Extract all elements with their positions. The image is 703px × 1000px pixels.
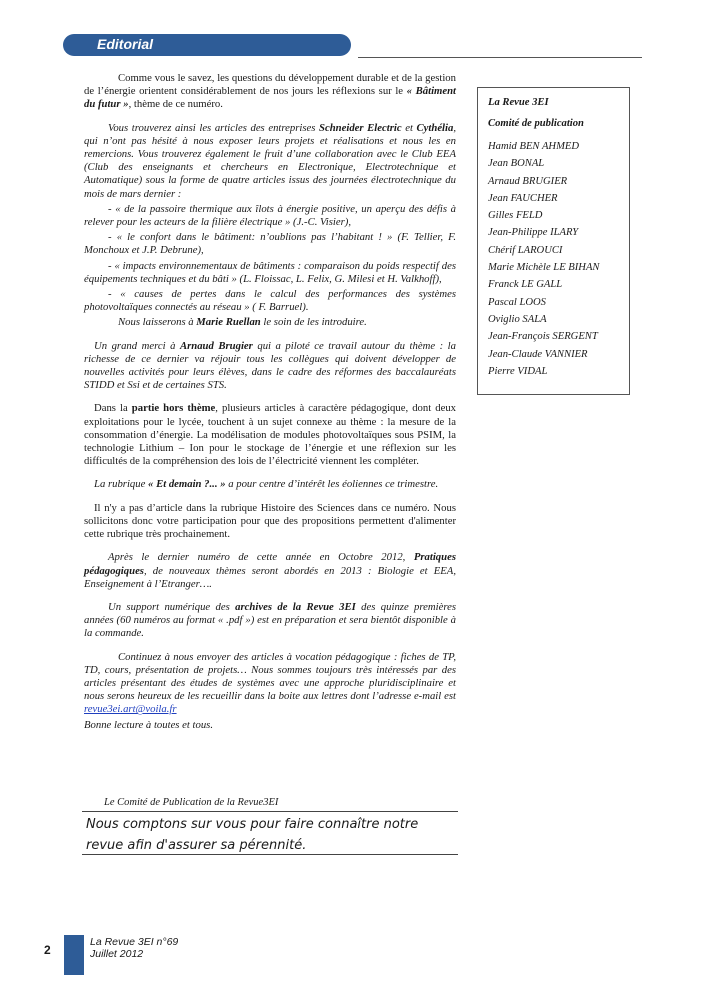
closing-statement: Nous comptons sur vous pour faire connaître notre revue afin d'assurer sa pérennité. — [86, 817, 419, 853]
issue-date: Juillet 2012 — [90, 948, 144, 960]
member-name: Oviglio SALA — [488, 313, 547, 325]
member-name: Jean-Philippe ILARY — [488, 227, 579, 239]
member-name: Marie Michèle LE BIHAN — [488, 262, 600, 274]
signature: Le Comité de Publication de la Revue3EI — [104, 797, 279, 808]
paragraph-introduction-note: Nous laisserons à Marie Ruellan le soin de les introduire. — [118, 316, 367, 329]
member-name: Jean FAUCHER — [488, 192, 558, 204]
paragraph-rubrique: La rubrique « Et demain ?... » a pour centre d’intérêt les éoliennes ce trimestre. — [94, 478, 439, 491]
list-item: - « le confort dans le bâtiment: n’oublions pas l’habitant ! » (F. Tellier, F. Monchoux et J.P. Debrune), — [84, 231, 456, 257]
paragraph-thanks: Un grand merci à Arnaud Brugier qui a piloté ce travail autour du thème : la richesse de ce dernier va réjouir tous les collègues qui doivent développer de nouvelles activités pour leurs élèves, dans le cadre des réformes des baccalauréats STIDD et Ssi et de certaines STS. — [84, 339, 456, 392]
list-item: - « impacts environnementaux de bâtiments : comparaison du poids respectif des équipements techniques et du bâti » (L. Floissac, L. Felix, G. Milesi et H. Valkhoff), — [84, 259, 456, 285]
email-link[interactable]: revue3ei.art@voila.fr — [84, 703, 177, 716]
paragraph-articles: Vous trouverez ainsi les articles des entreprises Schneider Electric et Cythélia, qui n’ont pas hésité à nous exposer leurs projets et réalisations et nous les en remercions. Vous trouverez également le fruit d’une collaboration avec le Club EEA (Club des enseignants et chercheurs en Electronique, Electrotechnique et Automatique) sous la forme de quatre articles issus des journées électrotechnique du mois de mars dernier : — [84, 121, 457, 200]
signature-rule — [82, 811, 458, 812]
paragraph-call: Continuez à nous envoyer des articles à vocation pédagogique : fiches de TP, TD, cours, présentation de projets… Nous sommes toujours très intéressés par des articles présentant des études de systèmes avec une approche pluridisciplinaire et nous serons heureux de les recueillir dans la boite aux lettres dont l’adresse e-mail est revue3ei.art@voila.fr — [84, 650, 456, 716]
paragraph-histoire: Il n'y a pas d’article dans la rubrique Histoire des Sciences dans ce numéro. Nous sollicitons donc votre participation pour que des propositions permettent d'alimenter cette rubrique très prochainement. — [84, 501, 456, 541]
member-name: Jean-François SERGENT — [488, 331, 598, 343]
box-subtitle: Comité de publication — [488, 118, 584, 129]
footer-accent-bar — [64, 935, 84, 975]
paragraph-archives: Un support numérique des archives de la Revue 3EI des quinze premières années (60 numéros au format « .pdf ») est en préparation et sera bientôt disponible à la commande. — [84, 600, 457, 640]
journal-issue: La Revue 3EI n°69 — [90, 936, 179, 948]
member-name: Jean BONAL — [488, 158, 545, 170]
paragraph-hors-theme: Dans la partie hors thème, plusieurs articles à caractère pédagogique, dont deux exploitations pour le lycée, touchent à un sujet connexe au thème : la mesure de la consommation d’énergie. La modélisation de modules photovoltaïques sous PSIM, la technologie Lithium – Ion pour le stockage de l’énergie et une réflexion sur les difficultés de la compréhension des lois de l’électricité viennent les compléter. — [84, 402, 457, 468]
member-name: Pierre VIDAL — [488, 365, 548, 377]
member-name: Gilles FELD — [488, 210, 543, 222]
section-title: Editorial — [97, 36, 154, 52]
paragraph-intro: Comme vous le savez, les questions du développement durable et de la gestion de l’énergie orientent considérablement de nos jours les réflexions sur le « Bâtiment du futur », thème de ce numéro. — [84, 72, 457, 111]
member-name: Hamid BEN AHMED — [488, 141, 580, 152]
page-number: 2 — [44, 943, 51, 957]
paragraph-closing-wish: Bonne lecture à toutes et tous. — [84, 718, 214, 731]
editorial-board-box — [477, 87, 630, 395]
member-name: Franck LE GALL — [488, 279, 563, 291]
list-item: - « causes de pertes dans le calcul des performances des systèmes photovoltaïques connectés au réseau » ( F. Barruel). — [84, 288, 456, 314]
closing-rule — [82, 854, 458, 855]
header-rule — [358, 57, 642, 58]
editorial-body — [84, 72, 456, 742]
list-item: - « de la passoire thermique aux îlots à énergie positive, un aperçu des défis à relever pour les acteurs de la filière électrique » (J.-C. Visier), — [84, 202, 456, 229]
member-name: Chérif LAROUCI — [488, 244, 563, 256]
member-name: Arnaud BRUGIER — [488, 175, 568, 187]
box-title: La Revue 3EI — [488, 97, 549, 108]
member-name: Jean-Claude VANNIER — [488, 348, 588, 360]
footer-info — [90, 936, 178, 960]
member-name: Pascal LOOS — [488, 296, 546, 308]
paragraph-pratiques: Après le dernier numéro de cette année en Octobre 2012, Pratiques pédagogiques, de nouveaux thèmes seront abordés en 2013 : Biologie et EEA, Enseignement à l’Etranger…. — [84, 551, 456, 590]
